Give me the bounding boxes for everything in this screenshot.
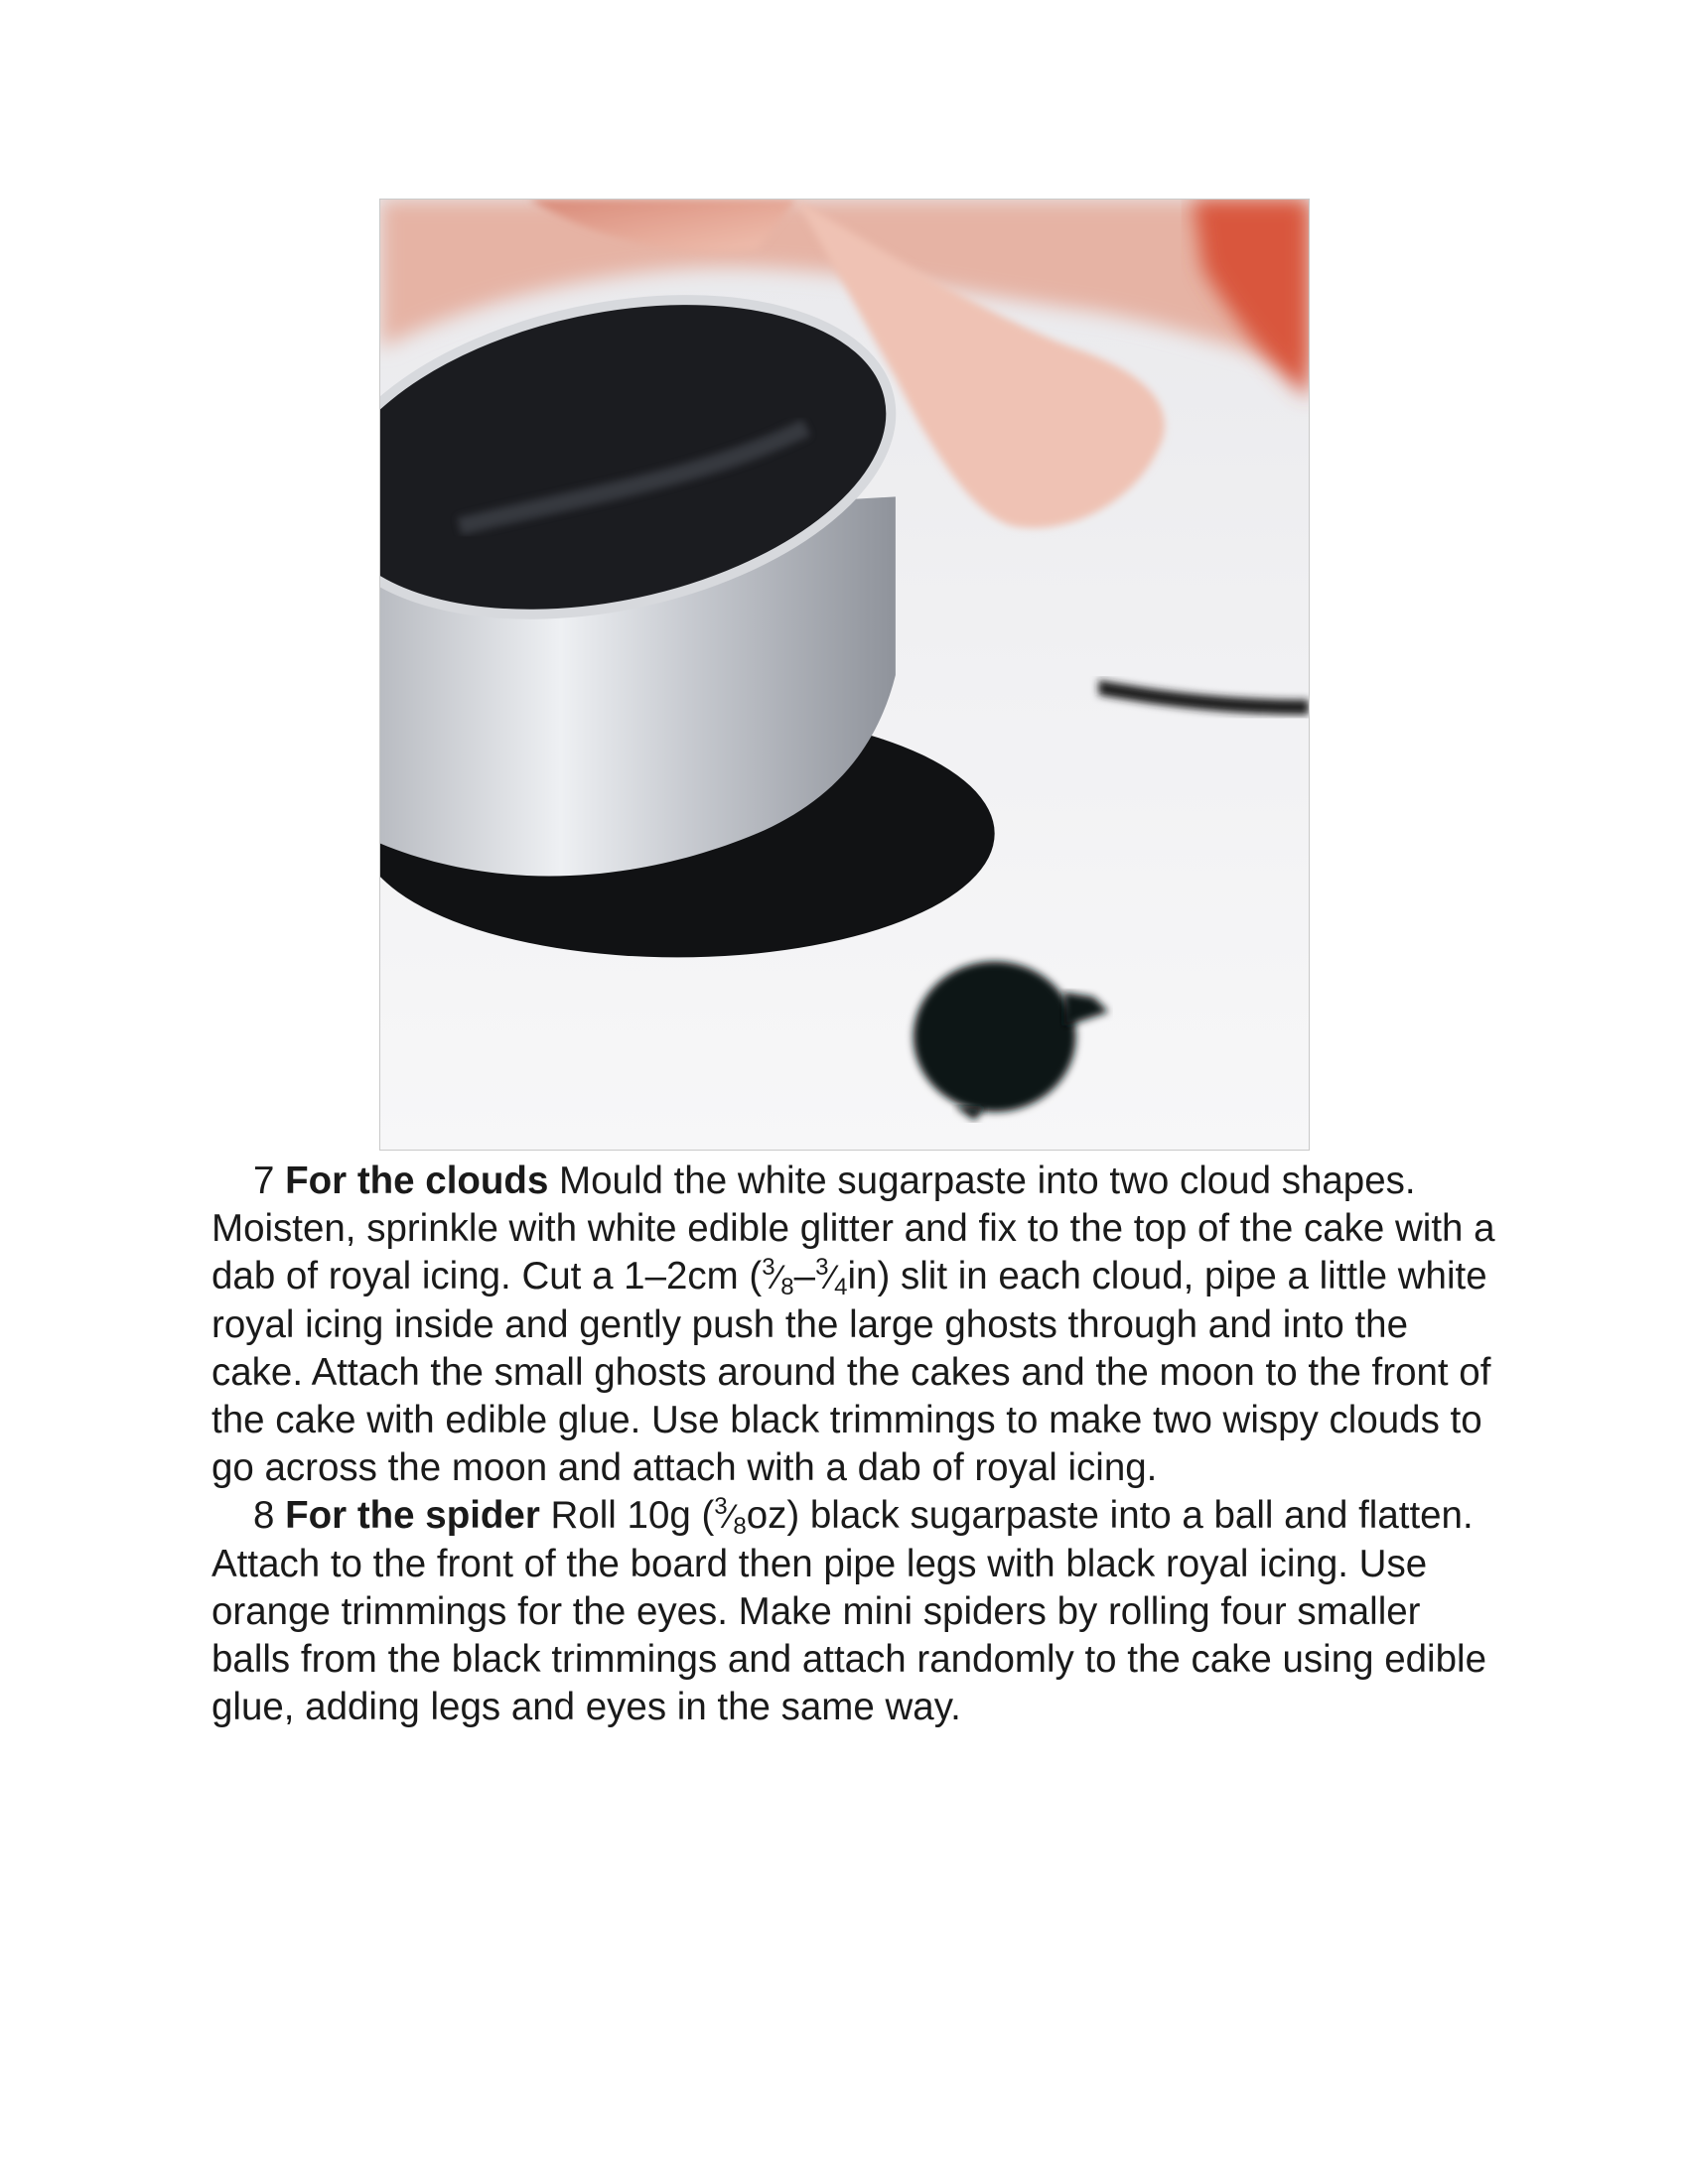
step-8: [211, 1492, 1502, 1731]
cutting-circle-icon: [380, 200, 1309, 1150]
step-body: Roll 10g (: [539, 1494, 715, 1537]
fraction: $^3⁄_8-^3⁄_4$: [762, 1254, 848, 1300]
step-body: Mould the white sugarpaste into two cloud shapes. Moisten, sprinkle with white edible glitter and fix to the top of the cake with a dab of royal icing. Cut a 1–2cm (: [211, 1160, 1495, 1297]
step-number: 7: [253, 1160, 275, 1202]
step-body: oz) black sugarpaste into a ball and flatten. Attach to the front of the board then pipe legs with black royal icing. Use orange trimmings for the eyes. Make mini spiders by rolling four smaller balls from the black trimmings and attach randomly to the cake using edible glue, adding legs and eyes in the same way.: [211, 1494, 1486, 1728]
instructions: [211, 1158, 1502, 1731]
step-7: [211, 1158, 1502, 1492]
step-body: in) slit in each cloud, pipe a little white royal icing inside and gently push the large ghosts through and into the cake. Attach the small ghosts around the cakes and the moon to the front of the cake with edible glue. Use black trimmings to make two wispy clouds to go across the moon and attach with a dab of royal icing.: [211, 1255, 1491, 1489]
step-number: 8: [253, 1494, 275, 1537]
step-heading: For the clouds: [285, 1160, 549, 1202]
fraction: $^3⁄_8$: [714, 1493, 747, 1540]
step-photo: [379, 199, 1310, 1151]
step-heading: For the spider: [285, 1494, 540, 1537]
